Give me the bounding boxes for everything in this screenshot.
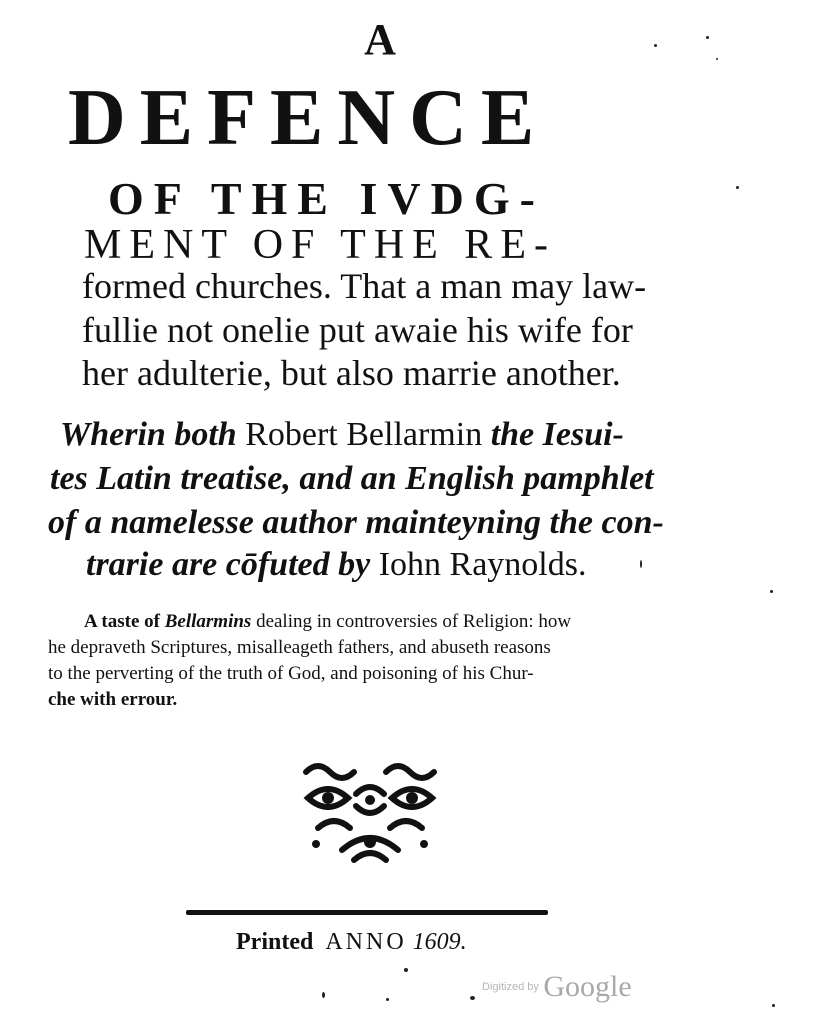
ink-speck — [770, 590, 773, 593]
watermark-google: Google — [543, 970, 632, 1003]
ink-speck — [654, 44, 657, 47]
imprint-anno: ANNO — [325, 929, 407, 955]
ink-speck — [736, 186, 739, 189]
subtitle-author: Iohn Raynolds. — [378, 546, 587, 583]
google-watermark — [482, 970, 632, 1004]
blurb-bellarmins: Bellarmins — [164, 611, 252, 632]
title-line-2: OF THE IVDG- — [108, 173, 545, 224]
title-main: DEFENCE — [68, 74, 549, 162]
blurb-line-3: to the perverting of the truth of God, and poisoning of his Chur- — [48, 663, 534, 684]
subtitle-iesuites: the Iesui- — [482, 416, 624, 453]
blurb-a-taste: A taste of — [84, 611, 165, 632]
subtitle-line-1 — [60, 418, 624, 452]
ink-speck — [772, 1004, 775, 1007]
subtitle-bellarmin: Robert Bellarmin — [245, 416, 483, 453]
imprint-year: 1609. — [412, 929, 467, 955]
subtitle-line-3: of a namelesse author mainteyning the con- — [48, 504, 664, 541]
blurb-line-1 — [84, 612, 571, 631]
ink-speck — [706, 36, 709, 39]
imprint-line — [236, 930, 467, 954]
subtitle-cofuted: trarie are cōfuted by — [86, 546, 379, 583]
ink-speck — [716, 58, 718, 60]
blurb-line-4: che with errour. — [48, 689, 178, 710]
ink-speck — [404, 968, 408, 972]
subtitle-line-4 — [86, 548, 587, 582]
imprint-printed: Printed — [236, 929, 314, 955]
title-line-6: her adulterie, but also marrie another. — [82, 353, 621, 393]
ink-speck — [322, 992, 325, 998]
printers-ornament — [298, 758, 442, 868]
watermark-digitized: Digitized by — [482, 981, 539, 993]
title-line-3: MENT OF THE RE- — [84, 222, 556, 268]
horizontal-rule — [186, 910, 548, 915]
ink-speck — [640, 560, 642, 568]
blurb-dealing: dealing in controversies of Religion: how — [251, 611, 572, 632]
ink-speck — [386, 998, 389, 1001]
subtitle-wherin: Wherin both — [60, 416, 246, 453]
title-article: A — [364, 15, 396, 64]
title-line-4: formed churches. That a man may law- — [82, 266, 647, 306]
blurb-line-2: he depraveth Scriptures, misalleageth fathers, and abuseth reasons — [48, 637, 551, 658]
subtitle-line-2: tes Latin treatise, and an English pamphlet — [50, 460, 654, 497]
ink-speck — [470, 996, 475, 1000]
title-line-5: fullie not onelie put awaie his wife for — [82, 310, 633, 350]
